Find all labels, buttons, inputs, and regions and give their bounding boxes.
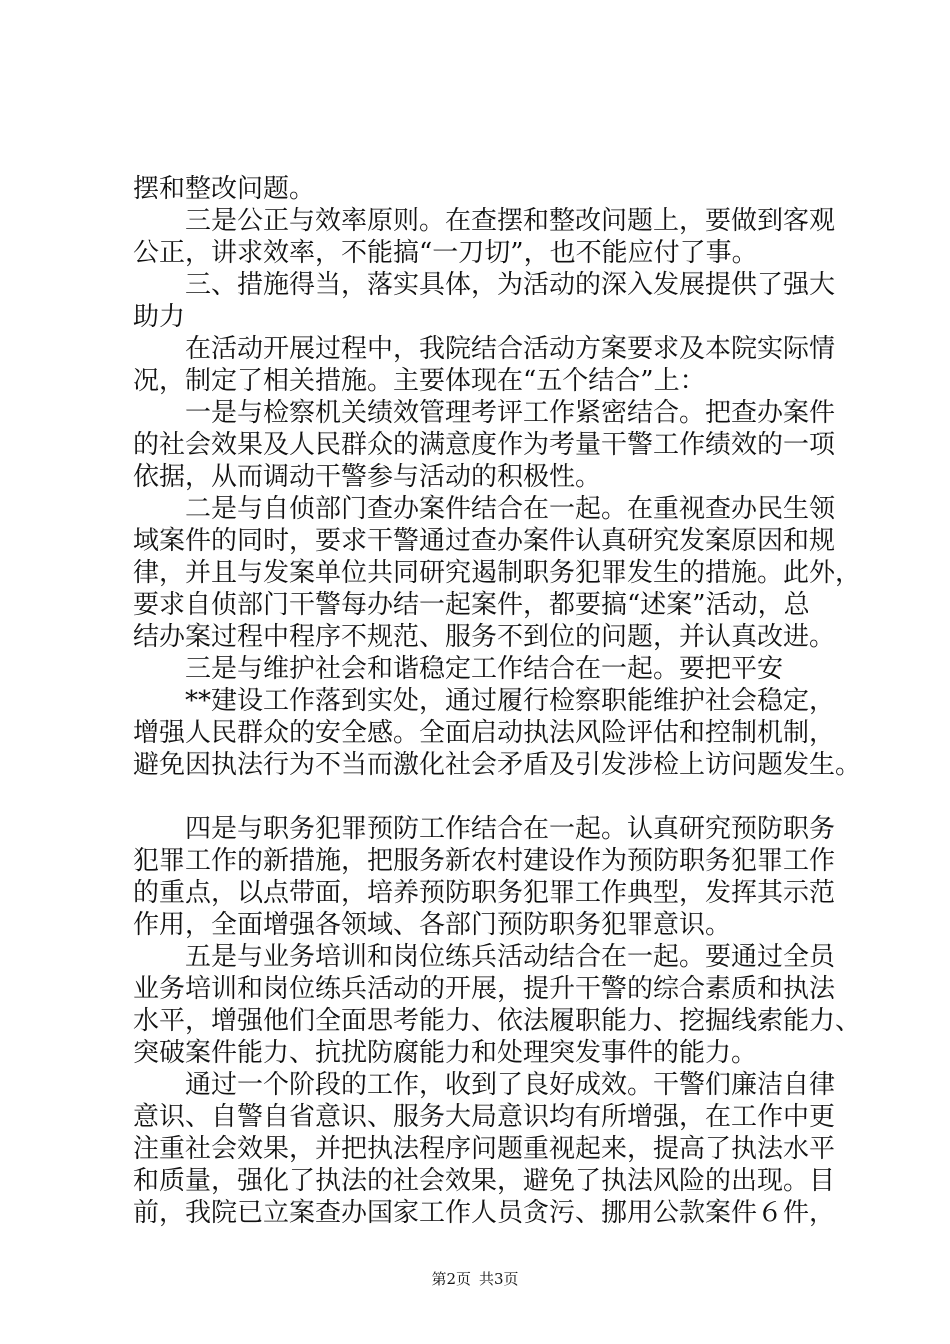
page-number: 第2页 — [431, 1270, 471, 1288]
text-line: 四是与职务犯罪预防工作结合在一起。认真研究预防职务 — [185, 814, 836, 844]
text-line: 通过一个阶段的工作，收到了良好成效。干警们廉洁自律 — [185, 1070, 836, 1100]
text-line: 在活动开展过程中，我院结合活动方案要求及本院实际情 — [185, 334, 836, 364]
text-line: 要求自侦部门干警每办结一起案件，都要搞“述案”活动，总 — [133, 590, 810, 620]
text-line: 突破案件能力、抗扰防腐能力和处理突发事件的能力。 — [133, 1038, 758, 1068]
text-line: 水平，增强他们全面思考能力、依法履职能力、挖掘线索能力、 — [133, 1006, 862, 1036]
text-line: 避免因执法行为不当而激化社会矛盾及引发涉检上访问题发生。 — [133, 750, 862, 780]
text-line: 和质量，强化了执法的社会效果，避免了执法风险的出现。目 — [133, 1166, 836, 1196]
text-line: 增强人民群众的安全感。全面启动执法风险评估和控制机制， — [133, 718, 836, 748]
text-line: 意识、自警自省意识、服务大局意识均有所增强，在工作中更 — [133, 1102, 836, 1132]
text-line: 二是与自侦部门查办案件结合在一起。在重视查办民生领 — [185, 494, 836, 524]
page-total: 共3页 — [479, 1270, 519, 1288]
text-line: 作用，全面增强各领域、各部门预防职务犯罪意识。 — [133, 910, 732, 940]
text-line: 前，我院已立案查办国家工作人员贪污、挪用公款案件６件， — [133, 1198, 836, 1228]
text-line: 况，制定了相关措施。主要体现在“五个结合”上： — [133, 366, 706, 396]
text-line: 的社会效果及人民群众的满意度作为考量干警工作绩效的一项 — [133, 430, 836, 460]
text-line: 域案件的同时，要求干警通过查办案件认真研究发案原因和规 — [133, 526, 836, 556]
text-line: 三是与维护社会和谐稳定工作结合在一起。要把平安 — [185, 654, 784, 684]
text-line: 五是与业务培训和岗位练兵活动结合在一起。要通过全员 — [185, 942, 836, 972]
text-line: 三、措施得当，落实具体，为活动的深入发展提供了强大 — [185, 270, 836, 300]
text-line: 注重社会效果，并把执法程序问题重视起来，提高了执法水平 — [133, 1134, 836, 1164]
text-line: 犯罪工作的新措施，把服务新农村建设作为预防职务犯罪工作 — [133, 846, 836, 876]
page-footer — [0, 1269, 950, 1289]
text-line: 摆和整改问题。 — [133, 174, 316, 204]
text-line: 的重点，以点带面，培养预防职务犯罪工作典型，发挥其示范 — [133, 878, 836, 908]
text-line: 一是与检察机关绩效管理考评工作紧密结合。把查办案件 — [185, 398, 836, 428]
text-line: 业务培训和岗位练兵活动的开展，提升干警的综合素质和执法 — [133, 974, 836, 1004]
text-line: 结办案过程中程序不规范、服务不到位的问题，并认真改进。 — [133, 622, 836, 652]
text-line: **建设工作落到实处，通过履行检察职能维护社会稳定， — [185, 686, 836, 716]
text-line: 三是公正与效率原则。在查摆和整改问题上，要做到客观 — [185, 206, 836, 236]
text-line: 依据，从而调动干警参与活动的积极性。 — [133, 462, 602, 492]
text-line: 助力 — [133, 302, 186, 332]
text-line: 公正，讲求效率，不能搞“一刀切”，也不能应付了事。 — [133, 238, 758, 268]
text-line: 律，并且与发案单位共同研究遏制职务犯罪发生的措施。此外， — [133, 558, 862, 588]
